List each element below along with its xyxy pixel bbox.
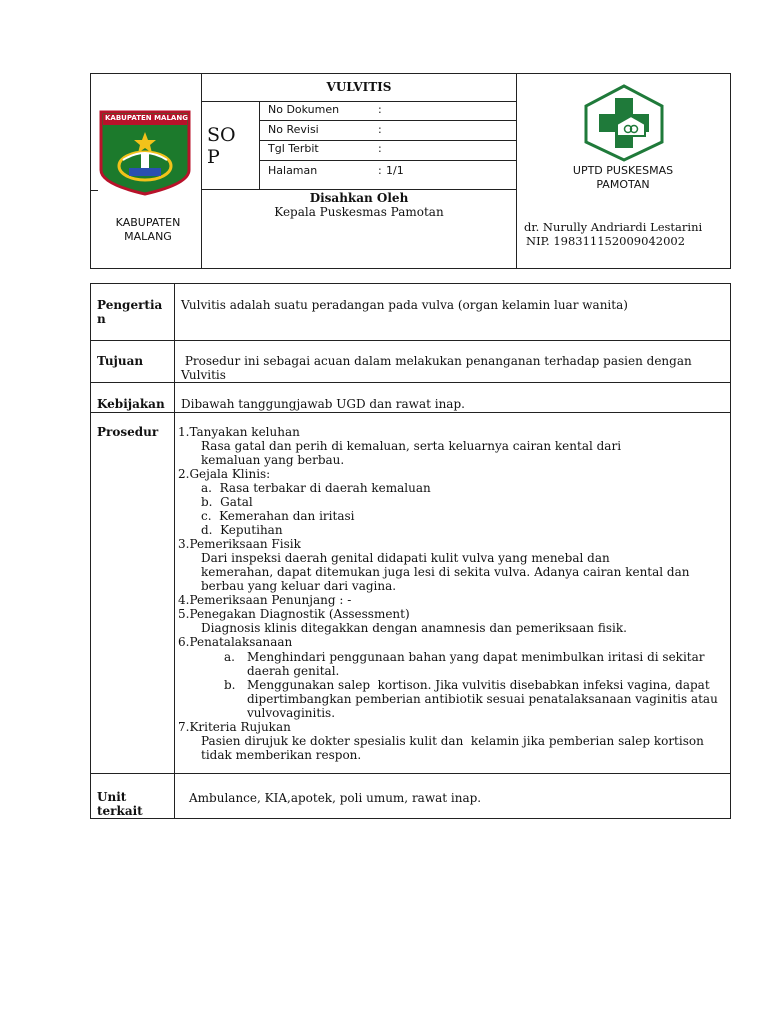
tujuan-label: Tujuan (97, 354, 144, 368)
prosedur-line: a. (224, 650, 235, 664)
prosedur-line: 5.Penegakan Diagnostik (Assessment) (178, 607, 410, 621)
field-halaman-value: 1/1 (386, 164, 404, 177)
left-org-line2: MALANG (124, 230, 172, 243)
field-tgl-terbit-sep: : (378, 142, 382, 155)
prosedur-line: 2.Gejala Klinis: (178, 467, 271, 481)
prosedur-line: 7.Kriteria Rujukan (178, 720, 291, 734)
field-no-revisi-label: No Revisi (268, 123, 319, 136)
prosedur-line: Pasien dirujuk ke dokter spesialis kulit dan kelamin jika pemberian salep kortison (201, 734, 704, 748)
unit-terkait-label-line2: terkait (97, 804, 143, 818)
unit-terkait-text: Ambulance, KIA,apotek, poli umum, rawat inap. (189, 791, 482, 805)
prosedur-line: Menggunakan salep kortison. Jika vulvitis disebabkan infeksi vagina, dapat (247, 678, 710, 692)
prosedur-line: Dari inspeksi daerah genital didapati kulit vulva yang menebal dan (201, 551, 610, 565)
prosedur-line: d. Keputihan (201, 523, 283, 537)
sop-code (207, 124, 257, 168)
field-tgl-terbit-label: Tgl Terbit (268, 142, 319, 155)
tujuan-text-line2: Vulvitis (181, 368, 226, 382)
logo-banner-text: KABUPATEN MALANG (105, 114, 188, 122)
prosedur-line: kemerahan, dapat ditemukan juga lesi di sekita vulva. Adanya cairan kental dan (201, 565, 690, 579)
puskesmas-logo (583, 84, 665, 162)
left-org-line1: KABUPATEN (115, 216, 181, 229)
prosedur-line: b. Gatal (201, 495, 253, 509)
prosedur-line: 4.Pemeriksaan Penunjang : - (178, 593, 352, 607)
prosedur-line: kemaluan yang berbau. (201, 453, 345, 467)
prosedur-line: c. Kemerahan dan iritasi (201, 509, 355, 523)
tujuan-text-line1: Prosedur ini sebagai acuan dalam melakukan penanganan terhadap pasien dengan (181, 354, 692, 368)
signer-nip: NIP. 198311152009042002 (526, 234, 686, 248)
field-no-dokumen-sep: : (378, 103, 382, 116)
prosedur-line: tidak memberikan respon. (201, 748, 362, 762)
prosedur-line: Diagnosis klinis ditegakkan dengan anamnesis dan pemeriksaan fisik. (201, 621, 627, 635)
prosedur-line: daerah genital. (247, 664, 340, 678)
field-halaman-label: Halaman (268, 164, 318, 177)
field-no-dokumen-label: No Dokumen (268, 103, 340, 116)
kebijakan-text: Dibawah tanggungjawab UGD dan rawat inap. (181, 397, 465, 411)
prosedur-line: 6.Penatalaksanaan (178, 635, 293, 649)
sop-code-text: SO P (207, 124, 236, 168)
prosedur-line: dipertimbangkan pemberian antibiotik sesuai penatalaksanaan vaginitis atau (247, 692, 718, 706)
approved-by-label: Disahkan Oleh (309, 191, 409, 205)
prosedur-line: 1.Tanyakan keluhan (178, 425, 300, 439)
prosedur-line: berbau yang keluar dari vagina. (201, 579, 397, 593)
unit-terkait-label-line1: Unit (97, 790, 127, 804)
prosedur-label: Prosedur (97, 425, 159, 439)
prosedur-line: vulvovaginitis. (247, 706, 336, 720)
prosedur-line: a. Rasa terbakar di daerah kemaluan (201, 481, 431, 495)
prosedur-line: Menghindari penggunaan bahan yang dapat menimbulkan iritasi di sekitar (247, 650, 705, 664)
prosedur-line: Rasa gatal dan perih di kemaluan, serta keluarnya cairan kental dari (201, 439, 622, 453)
pengertian-label-line1: Pengertia (97, 298, 163, 312)
approver-title: Kepala Puskesmas Pamotan (274, 205, 444, 219)
signer-name: dr. Nurully Andriardi Lestarini (524, 220, 703, 234)
pengertian-text: Vulvitis adalah suatu peradangan pada vulva (organ kelamin luar wanita) (181, 298, 628, 312)
right-org-line2: PAMOTAN (596, 178, 650, 191)
pengertian-label-line2: n (97, 312, 106, 326)
right-org-line1: UPTD PUSKESMAS (572, 164, 674, 177)
kebijakan-label: Kebijakan (97, 397, 165, 411)
prosedur-line: 3.Pemeriksaan Fisik (178, 537, 301, 551)
field-halaman-sep: : (378, 164, 382, 177)
field-no-revisi-sep: : (378, 123, 382, 136)
document-title: VULVITIS (326, 80, 392, 94)
kabupaten-malang-logo (99, 110, 191, 196)
prosedur-line: b. (224, 678, 236, 692)
